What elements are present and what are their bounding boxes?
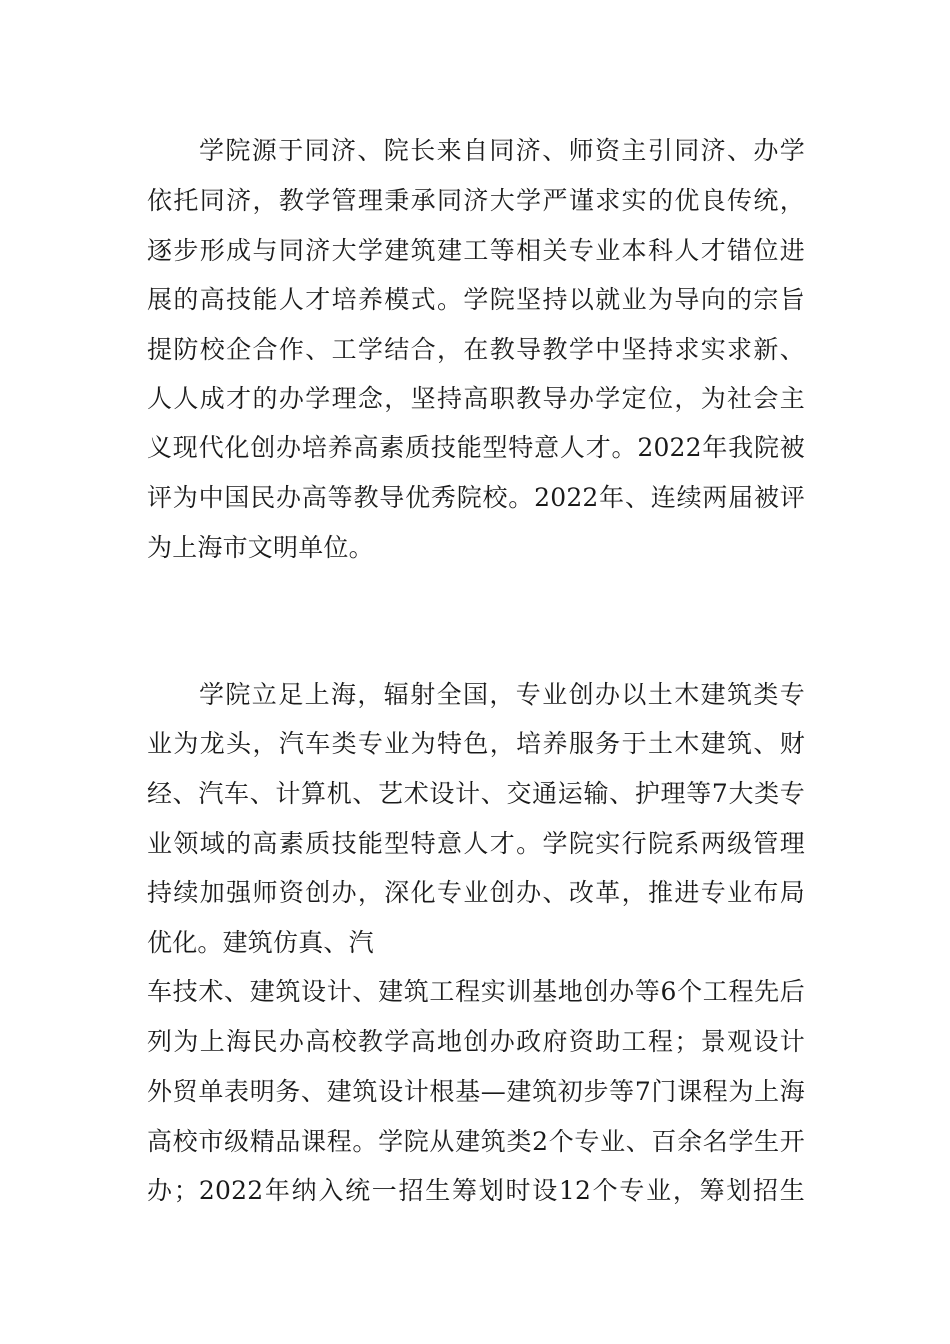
paragraph-1-line-3: 逐步形成与同济大学建筑建工等相关专业本科人才错位进 <box>147 236 805 265</box>
paragraph-2-line-6: 优化。建筑仿真、汽 <box>147 928 374 957</box>
paragraph-1-line-9: 为上海市文明单位。 <box>147 533 374 562</box>
paragraph-1-line-6: 人人成才的办学理念，坚持高职教导办学定位，为社会主 <box>147 384 805 413</box>
paragraph-2-line-9: 外贸单表明务、建筑设计根基—建筑初步等7门课程为上海 <box>147 1077 805 1106</box>
paragraph-2-line-7: 车技术、建筑设计、建筑工程实训基地创办等6个工程先后 <box>147 977 805 1006</box>
paragraph-1-line-8: 评为中国民办高等教导优秀院校。2022年、连续两届被评 <box>147 483 805 512</box>
paragraph-2-line-2: 业为龙头，汽车类专业为特色，培养服务于土木建筑、财 <box>147 729 805 758</box>
paragraph-2-line-8: 列为上海民办高校教学高地创办政府资助工程；景观设计 <box>147 1027 805 1056</box>
paragraph-1-line-5: 提防校企合作、工学结合，在教导教学中坚持求实求新、 <box>147 335 805 364</box>
paragraph-1-line-2: 依托同济，教学管理秉承同济大学严谨求实的优良传统， <box>147 186 805 215</box>
paragraph-1-line-4: 展的高技能人才培养模式。学院坚持以就业为导向的宗旨 <box>147 285 805 314</box>
paragraph-1-line-7: 义现代化创办培养高素质技能型特意人才。2022年我院被 <box>147 433 805 462</box>
paragraph-2-line-1: 学院立足上海，辐射全国，专业创办以土木建筑类专 <box>199 680 805 709</box>
paragraph-1-line-1: 学院源于同济、院长来自同济、师资主引同济、办学 <box>199 136 805 165</box>
paragraph-2-line-11: 办；2022年纳入统一招生筹划时设12个专业，筹划招生 <box>147 1176 805 1205</box>
paragraph-2-line-3: 经、汽车、计算机、艺术设计、交通运输、护理等7大类专 <box>147 779 805 808</box>
paragraph-2-line-4: 业领域的高素质技能型特意人才。学院实行院系两级管理 <box>147 829 805 858</box>
paragraph-2-line-10: 高校市级精品课程。学院从建筑类2个专业、百余名学生开 <box>147 1127 805 1156</box>
paragraph-2-line-5: 持续加强师资创办，深化专业创办、改革，推进专业布局 <box>147 878 805 907</box>
